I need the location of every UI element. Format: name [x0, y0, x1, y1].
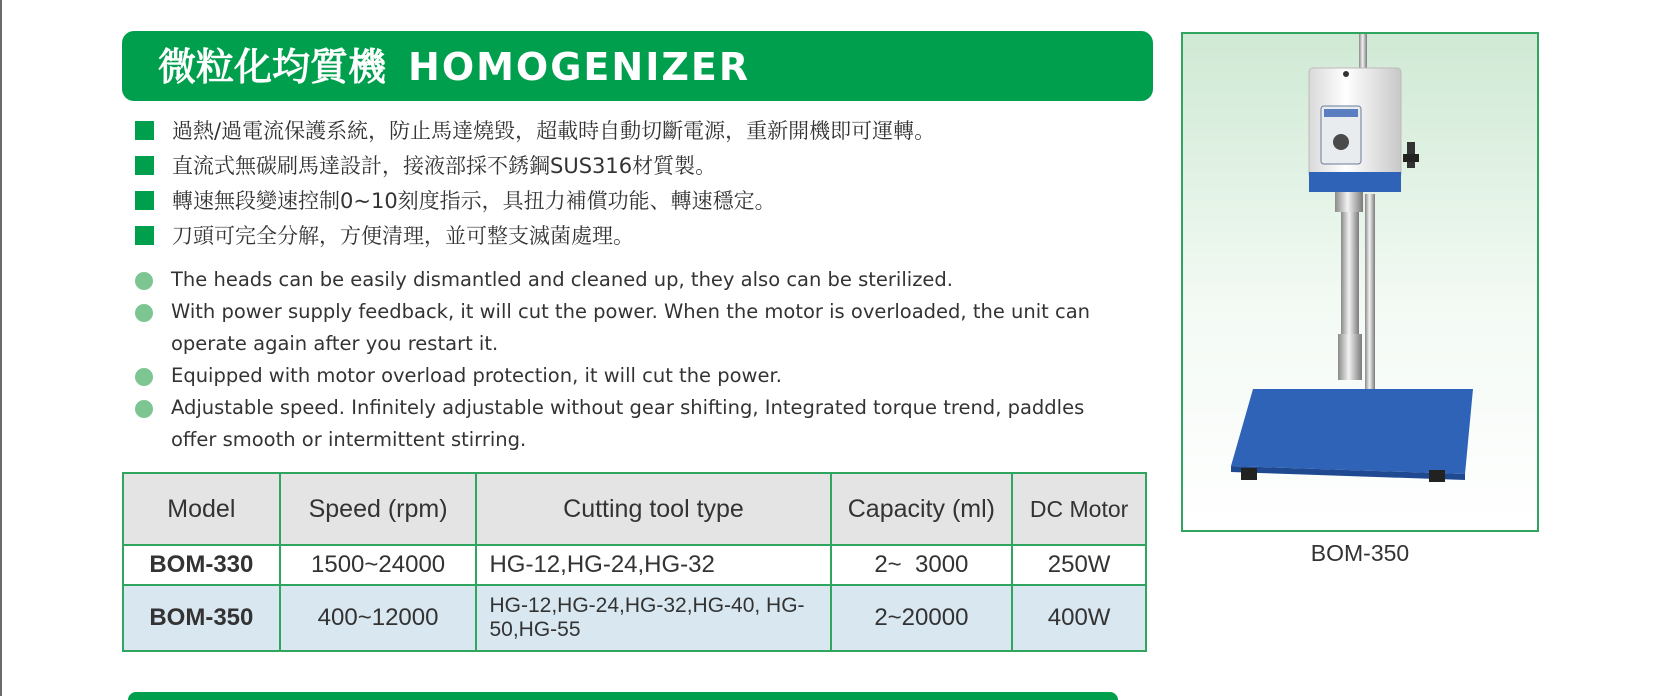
housing-band [1309, 172, 1401, 192]
cell-cutting-tool: HG-12,HG-24,HG-32 [476, 545, 830, 585]
list-item: 過熱/過電流保護系統，防止馬達燒毀，超載時自動切斷電源，重新開機即可運轉。 [135, 114, 1135, 149]
title-chinese: 微粒化均質機 [158, 45, 387, 89]
circle-bullet-icon [135, 368, 153, 386]
features-english-list [135, 264, 1135, 456]
list-item: Equipped with motor overload protection, it will cut the power. [135, 360, 1135, 392]
table-row [123, 585, 1146, 651]
square-bullet-icon [135, 156, 154, 175]
features-chinese-list [135, 114, 1135, 254]
circle-bullet-icon [135, 304, 153, 322]
title-english: HOMOGENIZER [408, 45, 751, 89]
list-item: With power supply feedback, it will cut the power. When the motor is overloaded, the unit can operate again after you restart it. [135, 296, 1135, 360]
stand-base [1231, 389, 1473, 474]
list-item: 轉速無段變速控制0~10刻度指示，具扭力補償功能、轉速穩定。 [135, 184, 1135, 219]
table-header-row [123, 473, 1146, 545]
circle-bullet-icon [135, 400, 153, 418]
dispersing-shaft [1341, 212, 1359, 342]
page-left-border [0, 0, 2, 696]
table-row [123, 545, 1146, 585]
cell-capacity: 2~ 3000 [831, 545, 1013, 585]
cell-model: BOM-350 [123, 585, 280, 651]
cell-speed: 400~12000 [280, 585, 477, 651]
header-model: Model [123, 473, 280, 545]
title-banner [122, 31, 1153, 101]
cell-dc-motor: 400W [1012, 585, 1146, 651]
header-capacity: Capacity (ml) [831, 473, 1013, 545]
specifications-table [122, 472, 1147, 652]
cell-model: BOM-330 [123, 545, 280, 585]
speed-dial-icon [1333, 134, 1349, 150]
cell-capacity: 2~20000 [831, 585, 1013, 651]
page-title [158, 31, 750, 101]
square-bullet-icon [135, 191, 154, 210]
header-speed: Speed (rpm) [280, 473, 477, 545]
photo-caption: BOM-350 [1310, 540, 1410, 566]
header-cutting-tool: Cutting tool type [476, 473, 830, 545]
list-item: 刀頭可完全分解，方便清理，並可整支滅菌處理。 [135, 219, 1135, 254]
cell-speed: 1500~24000 [280, 545, 477, 585]
homogenizer-illustration [1183, 34, 1537, 530]
circle-bullet-icon [135, 272, 153, 290]
square-bullet-icon [135, 121, 154, 140]
list-item: 直流式無碳刷馬達設計，接液部採不銹鋼SUS316材質製。 [135, 149, 1135, 184]
cell-dc-motor: 250W [1012, 545, 1146, 585]
next-section-banner [128, 692, 1118, 700]
list-item: The heads can be easily dismantled and cleaned up, they also can be sterilized. [135, 264, 1135, 296]
list-item: Adjustable speed. Infinitely adjustable without gear shifting, Integrated torque trend, paddles offer smooth or intermittent stirring. [135, 392, 1135, 456]
square-bullet-icon [135, 226, 154, 245]
product-photo [1181, 32, 1539, 532]
header-dc-motor: DC Motor [1012, 473, 1146, 545]
cell-cutting-tool: HG-12,HG-24,HG-32,HG-40, HG-50,HG-55 [476, 585, 830, 651]
dispersing-head [1338, 334, 1362, 380]
